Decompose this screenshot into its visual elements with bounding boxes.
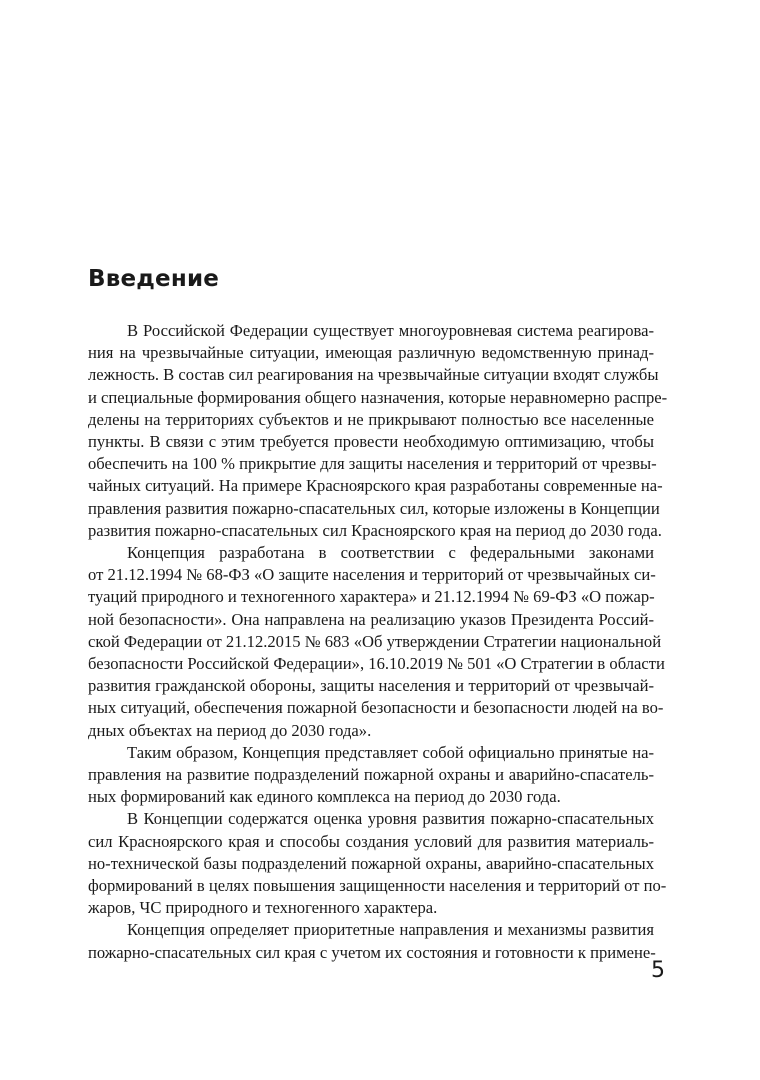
text-line: ных формирований как единого комплекса на период до 2030 года.: [88, 787, 561, 807]
text-line: сил Красноярского края и способы создания условий для развития материаль-: [88, 831, 654, 851]
text-line: чайных ситуаций. На примере Красноярского края разработаны современные на-: [88, 476, 663, 496]
text-line: безопасности Российской Федерации», 16.10.2019 № 501 «О Стратегии в области: [88, 654, 665, 674]
text-line: В Российской Федерации существует многоуровневая система реагирова-: [127, 321, 654, 340]
text-line: правления развития пожарно-спасательных сил, которые изложены в Концепции: [88, 498, 660, 518]
text-line: дных объектах на период до 2030 года».: [88, 720, 372, 740]
text-line: но-технической базы подразделений пожарной охраны, аварийно-спасательных: [88, 853, 654, 873]
text-line: Концепция определяет приоритетные направления и механизмы развития: [127, 920, 654, 940]
paragraph: [88, 919, 654, 963]
text-line: В Концепции содержатся оценка уровня развития пожарно-спасательных: [127, 809, 654, 829]
text-line: правления на развитие подразделений пожарной охраны и аварийно-спасатель-: [88, 765, 654, 785]
text-line: обеспечить на 100 % прикрытие для защиты населения и территорий от чрезвы-: [88, 454, 657, 474]
text-line: от 21.12.1994 № 68-ФЗ «О защите населения и территорий от чрезвычайных си-: [88, 565, 656, 585]
paragraph: [88, 808, 667, 919]
text-line: и специальные формирования общего назначения, которые неравномерно распре-: [88, 387, 668, 407]
text-line: Концепция разработана в соответствии с федеральными законами: [127, 543, 654, 563]
text-line: делены на территориях субъектов и не прикрывают полностью все населенные: [88, 409, 654, 429]
text-line: пожарно-спасательных сил края с учетом их состояния и готовности к примене-: [88, 942, 656, 962]
text-line: ной безопасности». Она направлена на реализацию указов Президента Россий-: [88, 609, 654, 629]
text-line: Таким образом, Концепция представляет собой официально принятые на-: [127, 742, 654, 762]
text-line: ской Федерации от 21.12.2015 № 683 «Об утверждении Стратегии национальной: [88, 631, 662, 651]
chapter-heading: Введение: [88, 266, 220, 292]
text-line: лежность. В состав сил реагирования на чрезвычайные ситуации входят службы: [88, 365, 659, 385]
paragraph: [88, 542, 665, 742]
text-line: формирований в целях повышения защищенности населения и территорий от по-: [88, 876, 667, 896]
text-line: жаров, ЧС природного и техногенного характера.: [88, 898, 438, 918]
page-number: 5: [651, 958, 665, 983]
paragraph: [88, 742, 654, 809]
body-text: [88, 320, 668, 964]
text-line: развития пожарно-спасательных сил Красноярского края на период до 2030 года.: [88, 520, 662, 540]
paragraph: [88, 320, 668, 542]
text-line: ния на чрезвычайные ситуации, имеющая различную ведомственную принад-: [88, 343, 654, 363]
text-line: развития гражданской обороны, защиты населения и территорий от чрезвычай-: [88, 676, 654, 696]
text-line: ных ситуаций, обеспечения пожарной безопасности и безопасности людей на во-: [88, 698, 664, 718]
text-line: пункты. В связи с этим требуется провести необходимую оптимизацию, чтобы: [88, 432, 654, 452]
text-line: туаций природного и техногенного характера» и 21.12.1994 № 69-ФЗ «О пожар-: [88, 587, 655, 607]
